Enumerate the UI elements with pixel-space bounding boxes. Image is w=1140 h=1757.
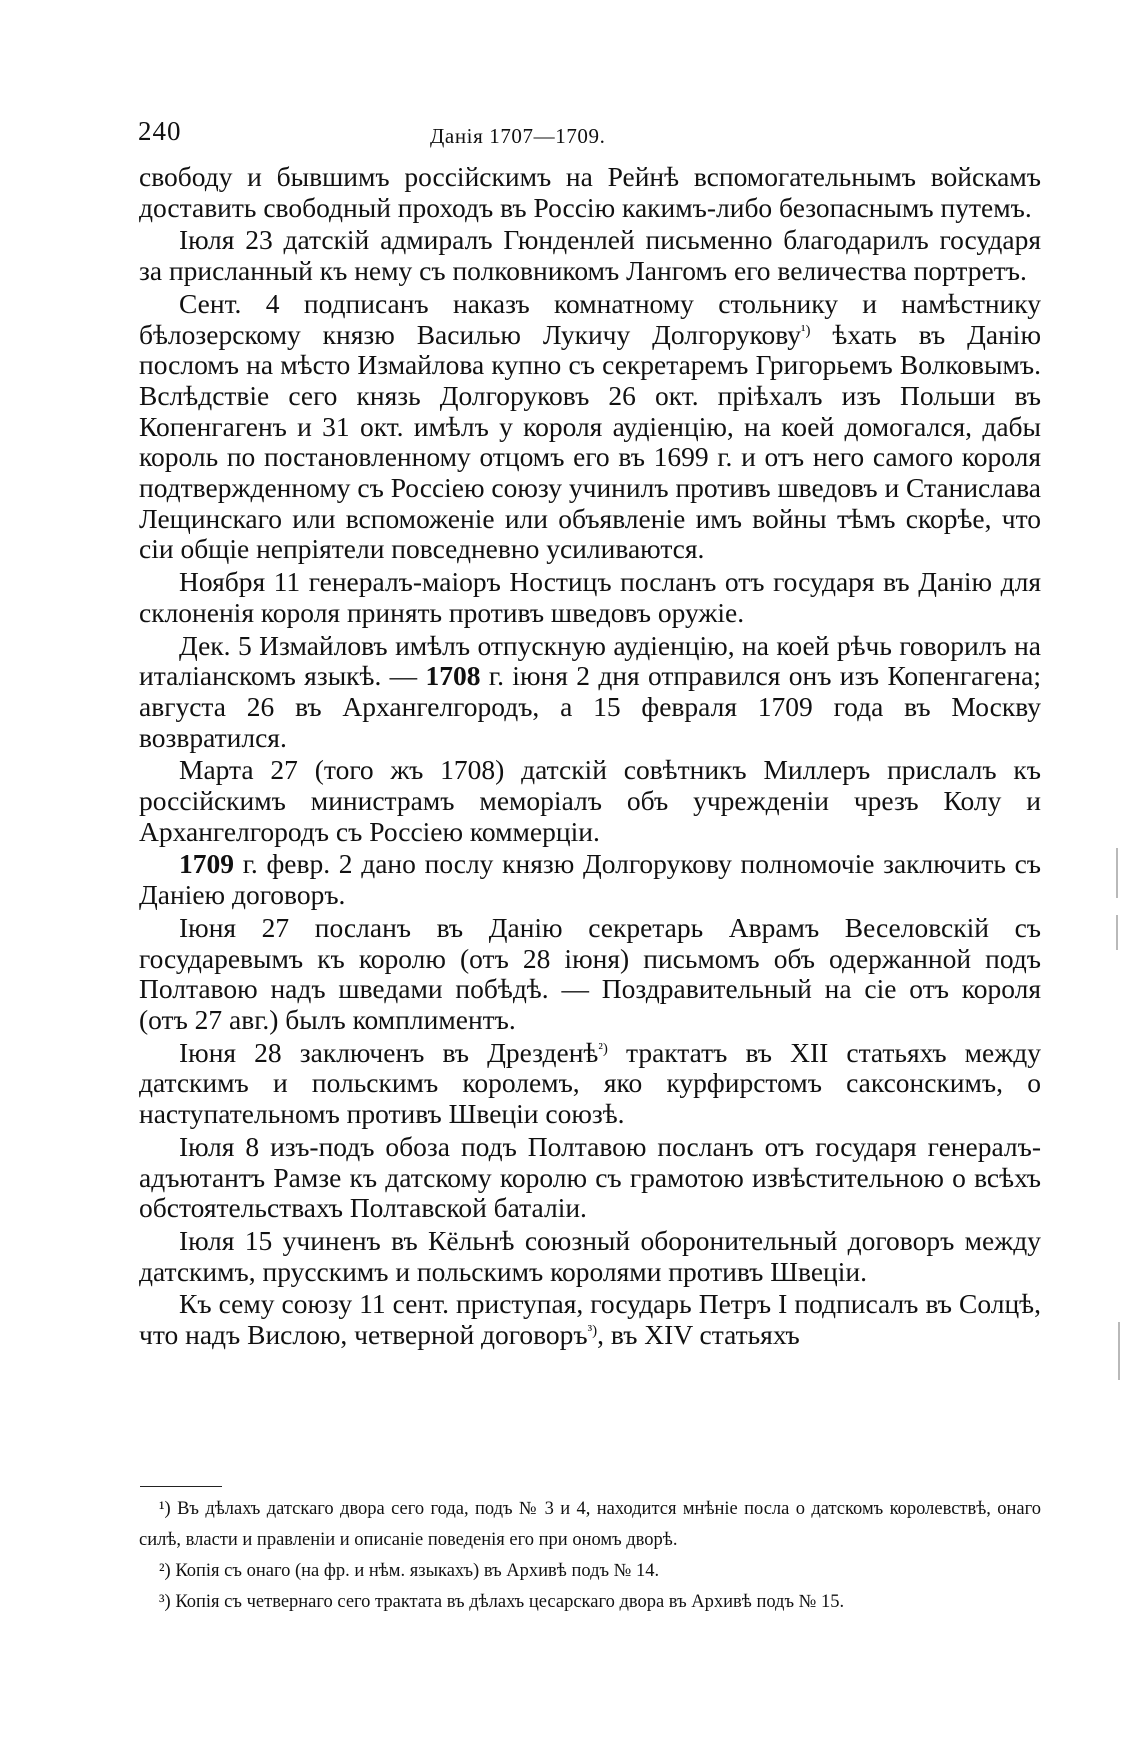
paragraph-text: г. іюня 2 дня отправился онъ изъ Копенгагена; августа 26 въ Архангелгородъ, а 15 февраля 1709 года въ Москву возвратился. [139, 660, 1041, 753]
body-text [139, 162, 1041, 1353]
paragraph-2: Іюля 23 датскій адмиралъ Гюнденлей письменно благодарилъ государя за присланный къ нему съ полковникомъ Лангомъ его величества портретъ. [139, 224, 1041, 287]
paragraph-text: Сент. 4 подписанъ наказъ комнатному стольнику и намѣстнику бѣлозерскому князю Василью Лукичу Долгорукову [139, 287, 1041, 350]
paragraph-text: Къ сему союзу 11 сент. приступая, государь Петръ I подписалъ въ Солцѣ, что надъ Вислою, четверной договоръ [139, 1288, 1041, 1351]
footnote-mark: ³) [159, 1592, 171, 1612]
paragraph-8: Іюня 27 посланъ въ Данію секретарь Аврамъ Веселовскій съ государевымъ къ королю (отъ 28 іюня) письмомъ объ одержанной подъ Полтавою надъ шведами побѣдѣ. — Поздравительный на сіе отъ короля (отъ 27 авг.) былъ комплиментъ. [139, 911, 1041, 1035]
footnotes [139, 1494, 1041, 1618]
footnote-mark: ²) [159, 1561, 171, 1581]
footnote-ref-2: ²) [598, 1040, 608, 1057]
year-heading: 1709 [179, 848, 234, 880]
scan-artifact [1118, 1322, 1120, 1380]
scan-artifact [1116, 848, 1118, 898]
paragraph-7 [139, 849, 1041, 910]
footnote-text: Копія съ онаго (на фр. и нѣм. языкахъ) въ Архивѣ подъ № 14. [170, 1561, 660, 1581]
paragraph-text: г. февр. 2 дано послу князю Долгорукову полномочіе заключить съ Даніею договоръ. [139, 848, 1041, 911]
footnote-3 [139, 1587, 1041, 1618]
paragraph-11: Іюля 15 учиненъ въ Кёльнѣ союзный оборонительный договоръ между датскимъ, прусскимъ и польскимъ королями противъ Швеціи. [139, 1224, 1041, 1287]
paragraph-9 [139, 1038, 1041, 1130]
footnote-mark: ¹) [159, 1499, 171, 1519]
running-head: Данія 1707—1709. [430, 124, 606, 148]
paragraph-text: трактатъ въ XII статьяхъ между датскимъ и польскимъ королемъ, яко курфирстомъ саксонскимъ, о наступательномъ противъ Швеціи союзѣ. [139, 1036, 1041, 1130]
footnote-divider [140, 1486, 222, 1487]
paragraph-5 [139, 631, 1041, 754]
scan-artifact [1116, 915, 1118, 950]
footnote-2 [139, 1556, 1041, 1587]
footnote-1 [139, 1494, 1041, 1556]
paragraph-1: свободу и бывшимъ россійскимъ на Рейнѣ вспомогательнымъ войскамъ доставить свободный проходъ въ Россію какимъ-либо безопаснымъ путемъ. [139, 161, 1041, 223]
paragraph-3 [139, 289, 1041, 565]
paragraph-12 [139, 1289, 1041, 1350]
footnote-text: Въ дѣлахъ датскаго двора сего года, подъ № 3 и 4, находится мнѣніе посла о датскомъ королевствѣ, онаго силѣ, власти и правленіи и описаніе поведенія его при ономъ дворѣ. [139, 1499, 1041, 1550]
paragraph-10: Іюля 8 изъ-подъ обоза подъ Полтавою посланъ отъ государя генералъ-адъютантъ Рамзе къ датскому королю съ грамотою извѣстительною о всѣхъ обстоятельствахъ Полтавской баталіи. [139, 1130, 1041, 1224]
paragraph-6: Марта 27 (того жъ 1708) датскій совѣтникъ Миллеръ прислалъ къ россійскимъ министрамъ меморіалъ объ учрежденіи чрезъ Колу и Архангелгородъ съ Россіею коммерціи. [139, 754, 1041, 847]
footnote-ref-3: ³) [587, 1323, 598, 1340]
page-number: 240 [138, 116, 182, 146]
paragraph-text: , въ XIV статьяхъ [597, 1319, 800, 1351]
footnote-text: Копія съ четвернаго сего трактата въ дѣлахъ цесарскаго двора въ Архивѣ подъ № 15. [170, 1592, 845, 1612]
footnote-ref-1: ¹) [801, 322, 811, 339]
year-heading: 1708 [425, 660, 481, 692]
paragraph-text: Іюня 28 заключенъ въ Дрезденѣ [179, 1036, 599, 1068]
paragraph-text: Дек. 5 Измайловъ имѣлъ отпускную аудіенцію, на коей рѣчь говорилъ на италіанскомъ языкѣ. — [139, 629, 1041, 692]
paragraph-text: ѣхать въ Данію посломъ на мѣсто Измайлова купно съ секретаремъ Григорьемъ Волковымъ. Вслѣдствіе сего князь Долгоруковъ 26 окт. пріѣхалъ изъ Польши въ Копенгагенъ и 31 окт. имѣлъ у короля аудіенцію, на коей домогался, дабы король по постановленному отцомъ его въ 1699 г. и отъ него самого короля подтвержденному съ Россіею союзу учинилъ противъ шведовъ и Станислава Лещинскаго или вспоможеніе или объявленіе имъ войны тѣмъ скорѣе, что сіи общіе непріятели повседневно усиливаются. [139, 318, 1041, 565]
paragraph-4: Ноября 11 генералъ-маіоръ Ностицъ посланъ отъ государя въ Данію для склоненія короля принять противъ шведовъ оружіе. [139, 566, 1041, 628]
